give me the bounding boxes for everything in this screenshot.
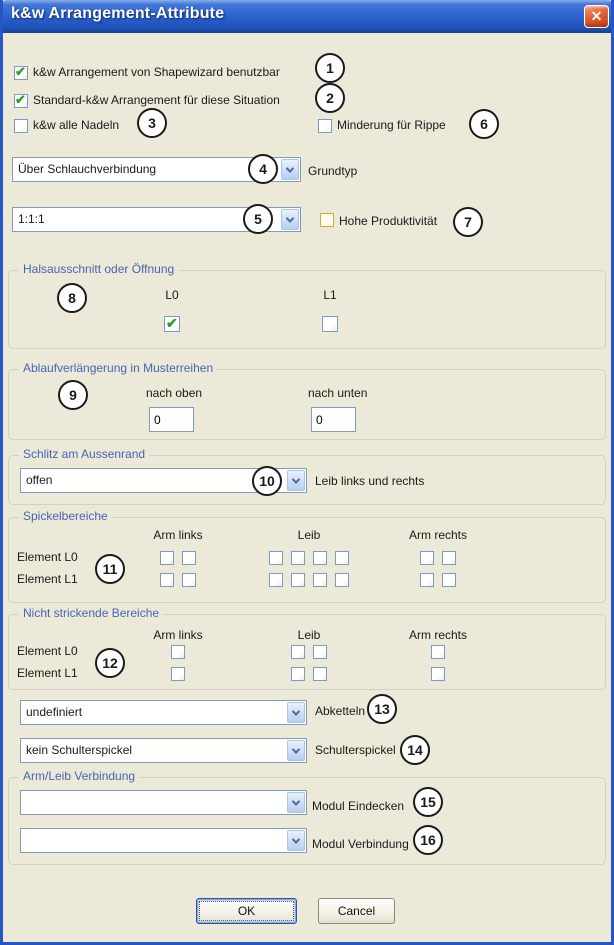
callout-11: 11	[95, 554, 125, 584]
schulterspickel-label: Schulterspickel	[315, 743, 396, 757]
column-header: Arm links	[153, 528, 203, 542]
close-icon: ✕	[590, 8, 603, 24]
callout-2: 2	[315, 83, 345, 113]
modul-verbindung-combobox[interactable]	[20, 828, 307, 853]
callout-15: 15	[413, 787, 443, 817]
column-header: Arm rechts	[408, 628, 468, 642]
dropdown-arrow-icon[interactable]	[287, 830, 305, 851]
grid-checkbox[interactable]	[182, 573, 196, 587]
cancel-button[interactable]: Cancel	[318, 898, 395, 924]
callout-6: 6	[469, 109, 499, 139]
abketteln-label: Abketteln	[315, 704, 366, 718]
nach-oben-label: nach oben	[146, 386, 203, 400]
group-ablaufverlaengerung-title: Ablaufverlängerung in Musterreihen	[19, 361, 217, 375]
group-nicht-strickende	[8, 606, 606, 690]
group-schlitz-title: Schlitz am Aussenrand	[19, 447, 149, 461]
group-halsausschnitt-title: Halsausschnitt oder Öffnung	[19, 262, 178, 276]
shapewizard-checkbox-label[interactable]: k&w Arrangement von Shapewizard benutzbar	[33, 65, 280, 79]
nach-unten-label: nach unten	[308, 386, 368, 400]
callout-16: 16	[413, 825, 443, 855]
grid-checkbox[interactable]	[420, 551, 434, 565]
grid-checkbox[interactable]	[160, 573, 174, 587]
grid-checkbox[interactable]	[335, 551, 349, 565]
callout-12: 12	[95, 648, 125, 678]
callout-14: 14	[400, 735, 430, 765]
row-label: Element L0	[17, 550, 78, 564]
grid-checkbox[interactable]	[269, 573, 283, 587]
ok-button[interactable]: OK	[196, 898, 297, 924]
grid-checkbox[interactable]	[431, 645, 445, 659]
dropdown-arrow-icon[interactable]	[287, 702, 305, 723]
column-header: Arm rechts	[408, 528, 468, 542]
alle-nadeln-checkbox-label[interactable]: k&w alle Nadeln	[33, 118, 120, 132]
dropdown-arrow-icon[interactable]	[287, 792, 305, 813]
leib-links-rechts-label: Leib links und rechts	[315, 474, 425, 488]
title-bar[interactable]	[0, 0, 614, 33]
schulterspickel-combobox[interactable]	[20, 738, 307, 763]
shapewizard-checkbox[interactable]	[14, 66, 28, 80]
modul-eindecken-combobox[interactable]	[20, 790, 307, 815]
nach-oben-input[interactable]	[149, 407, 194, 432]
column-header: Leib	[297, 528, 321, 542]
standard-arrangement-checkbox-label[interactable]: Standard-k&w Arrangement für diese Situation	[33, 93, 280, 107]
window-title: k&w Arrangement-Attribute	[11, 5, 225, 22]
dropdown-arrow-icon[interactable]	[287, 740, 305, 761]
callout-7: 7	[453, 207, 483, 237]
callout-4: 4	[248, 154, 278, 184]
callout-8: 8	[57, 283, 87, 313]
grid-checkbox[interactable]	[291, 551, 305, 565]
grid-checkbox[interactable]	[171, 667, 185, 681]
abketteln-combobox[interactable]	[20, 700, 307, 725]
close-button[interactable]	[584, 5, 609, 28]
hohe-produktivitaet-checkbox[interactable]	[320, 213, 334, 227]
grundtyp-combobox-value: Über Schlauchverbindung	[18, 162, 157, 176]
hohe-produktivitaet-checkbox-label[interactable]: Hohe Produktivität	[339, 214, 438, 228]
grid-checkbox[interactable]	[431, 667, 445, 681]
grid-checkbox[interactable]	[160, 551, 174, 565]
dropdown-arrow-icon[interactable]	[281, 209, 299, 230]
grundtyp-label: Grundtyp	[308, 164, 358, 178]
dropdown-arrow-icon[interactable]	[281, 159, 299, 180]
group-halsausschnitt	[8, 262, 606, 349]
group-nicht-strickende-title: Nicht strickende Bereiche	[19, 606, 163, 620]
group-ablaufverlaengerung	[8, 361, 606, 440]
modul-verbindung-label: Modul Verbindung	[312, 837, 409, 851]
grid-checkbox[interactable]	[420, 573, 434, 587]
group-spickelbereiche-title: Spickelbereiche	[19, 509, 112, 523]
grid-checkbox[interactable]	[313, 551, 327, 565]
group-arm-leib-verbindung-title: Arm/Leib Verbindung	[19, 769, 139, 783]
grid-checkbox[interactable]	[291, 573, 305, 587]
grid-checkbox[interactable]	[442, 551, 456, 565]
grid-checkbox[interactable]	[291, 667, 305, 681]
minderung-rippe-checkbox[interactable]	[318, 119, 332, 133]
schulterspickel-combobox-value: kein Schulterspickel	[26, 743, 133, 757]
callout-13: 13	[367, 694, 397, 724]
column-header: Arm links	[153, 628, 203, 642]
column-header-l1: L1	[323, 288, 337, 302]
grid-checkbox[interactable]	[313, 667, 327, 681]
column-header-l0: L0	[165, 288, 179, 302]
grid-checkbox[interactable]	[313, 645, 327, 659]
grid-checkbox[interactable]	[335, 573, 349, 587]
callout-5: 5	[243, 204, 273, 234]
grid-checkbox[interactable]	[182, 551, 196, 565]
callout-1: 1	[315, 53, 345, 83]
minderung-rippe-checkbox-label[interactable]: Minderung für Rippe	[337, 118, 446, 132]
callout-10: 10	[252, 466, 282, 496]
row-label: Element L1	[17, 572, 78, 586]
grid-checkbox[interactable]	[442, 573, 456, 587]
schlitz-combobox-value: offen	[26, 473, 53, 487]
grid-checkbox[interactable]	[171, 645, 185, 659]
hals-l0-checkbox[interactable]	[164, 316, 180, 332]
callout-9: 9	[58, 380, 88, 410]
row-label: Element L1	[17, 666, 78, 680]
grid-checkbox[interactable]	[291, 645, 305, 659]
grid-checkbox[interactable]	[269, 551, 283, 565]
modul-eindecken-label: Modul Eindecken	[312, 799, 405, 813]
dropdown-arrow-icon[interactable]	[287, 470, 305, 491]
row-label: Element L0	[17, 644, 78, 658]
standard-arrangement-checkbox[interactable]	[14, 94, 28, 108]
alle-nadeln-checkbox[interactable]	[14, 119, 28, 133]
nach-unten-input[interactable]	[311, 407, 356, 432]
callout-3: 3	[137, 108, 167, 138]
ratio-combobox-value: 1:1:1	[18, 212, 45, 226]
abketteln-combobox-value: undefiniert	[26, 705, 83, 719]
hals-l1-checkbox[interactable]	[322, 316, 338, 332]
column-header: Leib	[297, 628, 321, 642]
grid-checkbox[interactable]	[313, 573, 327, 587]
